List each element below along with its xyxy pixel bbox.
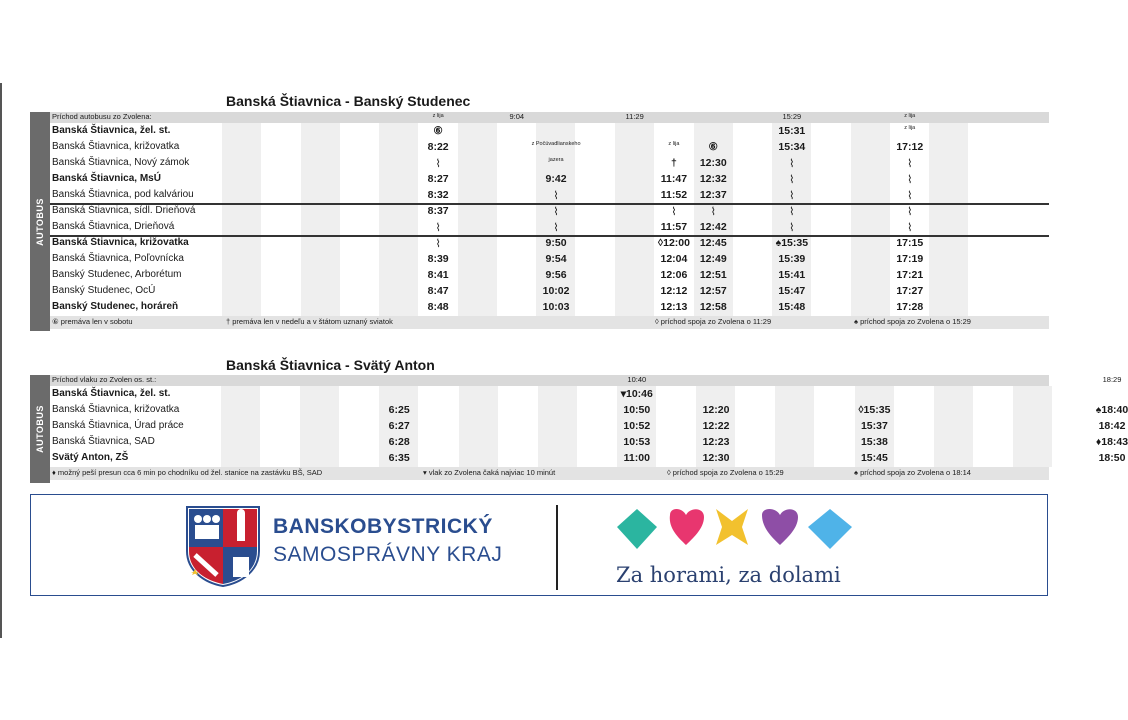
arrival-time: 9:04: [509, 112, 525, 121]
departure-time: 17:19: [896, 253, 924, 265]
stop-name: Banská Štiavnica, križovatka: [52, 141, 180, 152]
arrival-time: 11:29: [625, 112, 644, 121]
departure-time: 12:32: [699, 173, 727, 185]
departure-time: 8:39: [427, 253, 449, 265]
departure-time: 12:23: [702, 436, 730, 448]
departure-time: 11:57: [660, 221, 688, 233]
arrival-time: 18:29: [1102, 375, 1122, 384]
no-stop-symbol: ⌇: [435, 158, 441, 170]
no-stop-symbol: ⌇: [553, 206, 559, 218]
region-crest-logo: [183, 505, 263, 592]
departure-time: ⑥: [433, 125, 443, 137]
no-stop-symbol: ⌇: [907, 158, 913, 170]
table-row: [50, 124, 1049, 140]
departure-time: 8:47: [427, 285, 449, 297]
footnote-row: [50, 316, 1049, 329]
no-stop-symbol: ⌇: [789, 174, 795, 186]
departure-time: 10:50: [623, 404, 651, 416]
departure-time: ▾10:46: [620, 388, 653, 400]
table-row: [50, 204, 1049, 220]
table-row: [50, 156, 1049, 172]
stop-name: Banská Štiavnica, Nový zámok: [52, 157, 190, 168]
stop-name: Banská Štiavnica, MsÚ: [52, 173, 161, 184]
table-row: [50, 451, 1126, 467]
departure-time: 8:41: [427, 269, 449, 281]
arrival-header-row: [50, 112, 1049, 123]
footnote: ⑥ premáva len v sobotu: [52, 317, 133, 326]
departure-time: 12:06: [660, 269, 688, 281]
departure-time: 9:56: [545, 269, 567, 281]
departure-time: 9:54: [545, 253, 567, 265]
timetable-2: [50, 375, 1128, 480]
table-row: [50, 284, 1049, 300]
mode-label-text: AUTOBUS: [35, 405, 45, 453]
no-stop-symbol: ⌇: [553, 190, 559, 202]
table-row: [50, 387, 1049, 403]
arrival-time: z lija: [432, 113, 444, 119]
footnote: ♦ možný peší presun cca 6 min po chodníku od žel. stanice na zastávku BŠ, SAD: [52, 468, 323, 477]
departure-time: 17:12: [896, 141, 924, 153]
departure-time: 17:28: [896, 301, 924, 313]
stop-name: Banská Štiavnica, žel. st.: [52, 388, 171, 399]
departure-time: 12:57: [699, 285, 727, 297]
departure-time: 8:32: [427, 189, 449, 201]
table-row: [50, 268, 1049, 284]
departure-time: 12:49: [699, 253, 727, 265]
stop-name: Banská Štiavnica, Úrad práce: [52, 420, 184, 431]
no-stop-symbol: ⌇: [710, 206, 716, 218]
departure-time: 8:27: [427, 173, 449, 185]
departure-time: 9:50: [545, 237, 567, 249]
table-row: [50, 252, 1049, 268]
departure-time: 8:22: [427, 141, 449, 153]
departure-time: 10:52: [623, 420, 651, 432]
departure-time: 12:13: [660, 301, 688, 313]
footnote: ♠ príchod spoja zo Zvolena o 18:14: [854, 468, 971, 477]
stop-name: Banský Studenec, horáreň: [52, 301, 179, 312]
table-row: [50, 172, 1049, 188]
departure-time: 11:52: [660, 189, 688, 201]
no-stop-symbol: ⌇: [789, 222, 795, 234]
arrival-header-row: [50, 375, 1122, 386]
no-stop-symbol: ⌇: [789, 206, 795, 218]
departure-time: 6:25: [388, 404, 410, 416]
departure-time: 15:38: [860, 436, 888, 448]
departure-time: 15:31: [778, 125, 806, 137]
departure-time: 12:04: [660, 253, 688, 265]
section-separator: [50, 235, 1049, 237]
table-row: [50, 140, 1049, 156]
tourism-hearts-logo: [612, 505, 862, 560]
departure-time: 18:50: [1098, 452, 1126, 464]
departure-time: 15:39: [778, 253, 806, 265]
arrival-time: 15:29: [782, 112, 802, 121]
departure-time: 11:00: [623, 452, 650, 464]
stop-name: Banská Štiavnica, Drieňová: [52, 221, 175, 232]
section-separator: [50, 203, 1049, 205]
no-stop-symbol: ⌇: [435, 238, 441, 250]
no-stop-symbol: ⌇: [907, 174, 913, 186]
table-row: [50, 236, 1049, 252]
departure-time: ◊12:00: [657, 237, 690, 249]
cell-note: jazera: [548, 157, 564, 163]
departure-time: 12:37: [699, 189, 727, 201]
departure-time: 15:34: [778, 141, 806, 153]
departure-time: 8:48: [427, 301, 449, 313]
stop-name: Banská Štiavnica, Poľovnícka: [52, 253, 184, 264]
cell-note: z Počúvadlianskeho: [531, 141, 581, 147]
table-row: [50, 220, 1049, 236]
departure-time: 18:42: [1098, 420, 1126, 432]
tourism-slogan: Za horami, za dolami: [616, 563, 841, 587]
timetable-1-title: Banská Štiavnica - Banský Studenec: [226, 93, 471, 109]
departure-time: ◊15:35: [858, 404, 891, 416]
timetable-1-mode-label: [30, 112, 50, 331]
departure-time: 11:47: [660, 173, 688, 185]
region-name-line1: BANSKOBYSTRICKÝ: [273, 515, 493, 538]
departure-time: 15:37: [860, 420, 888, 432]
departure-time: 12:42: [699, 221, 727, 233]
departure-time: ♦18:43: [1095, 436, 1128, 448]
departure-time: 15:48: [778, 301, 806, 313]
stop-name: Banská Štiavnica, križovatka: [52, 237, 189, 248]
region-name-line2: SAMOSPRÁVNY KRAJ: [273, 543, 503, 566]
departure-time: 12:30: [699, 157, 727, 169]
no-stop-symbol: ⌇: [435, 222, 441, 234]
mode-label-text: AUTOBUS: [35, 197, 45, 246]
stop-name: Banská Štiavnica, žel. st.: [52, 125, 171, 136]
stop-name: Banská Štiavnica, SAD: [52, 436, 155, 447]
departure-time: 12:22: [702, 420, 730, 432]
arrival-header-label: Príchod autobusu zo Zvolena:: [52, 112, 152, 121]
logo-divider: [556, 505, 558, 590]
departure-time: 15:45: [860, 452, 888, 464]
cell-note: z lija: [668, 141, 680, 147]
no-stop-symbol: ⌇: [907, 190, 913, 202]
footnote: ♠ príchod spoja zo Zvolena o 15:29: [854, 317, 971, 326]
departure-time: 12:12: [660, 285, 688, 297]
footnote: † premáva len v nedeľu a v štátom uznaný sviatok: [226, 317, 393, 326]
table-row: [50, 300, 1049, 316]
arrival-header-label: Príchod vlaku zo Zvolen os. st.:: [52, 375, 157, 384]
departure-time: 12:30: [702, 452, 730, 464]
arrival-time: 10:40: [627, 375, 647, 384]
departure-time: 17:27: [896, 285, 924, 297]
departure-time: 17:15: [896, 237, 924, 249]
departure-time: 12:20: [702, 404, 730, 416]
departure-time: 6:28: [388, 436, 410, 448]
stop-name: Banský Studenec, Arborétum: [52, 269, 182, 280]
timetable-2-title: Banská Štiavnica - Svätý Anton: [226, 357, 435, 373]
stop-name: Banská Štiavnica, sídl. Drieňová: [52, 205, 196, 216]
footnote: ◊ príchod spoja zo Zvolena o 11:29: [655, 317, 772, 326]
departure-time: ♠15:35: [775, 237, 809, 249]
no-stop-symbol: ⌇: [907, 222, 913, 234]
stop-name: Banská Štiavnica, križovatka: [52, 404, 180, 415]
departure-time: 15:47: [778, 285, 806, 297]
no-stop-symbol: ⌇: [671, 206, 677, 218]
no-stop-symbol: ⌇: [789, 158, 795, 170]
departure-time: †: [671, 157, 677, 169]
stop-name: Banský Studenec, OcÚ: [52, 285, 156, 296]
footnote: ▾ vlak zo Zvolena čaká najviac 10 minút: [423, 468, 556, 477]
departure-time: 9:42: [545, 173, 567, 185]
departure-time: 12:51: [699, 269, 727, 281]
no-stop-symbol: ⌇: [553, 222, 559, 234]
departure-time: ♠18:40: [1095, 404, 1128, 416]
no-stop-symbol: ⌇: [789, 190, 795, 202]
stop-name: Svätý Anton, ZŠ: [52, 452, 129, 463]
table-row: [50, 188, 1049, 204]
table-row: [50, 435, 1128, 451]
departure-time: 10:53: [623, 436, 651, 448]
table-row: [50, 419, 1126, 435]
departure-time: ⑥: [708, 141, 718, 153]
departure-time: 8:37: [427, 205, 449, 217]
departure-time: 6:35: [388, 452, 410, 464]
no-stop-symbol: ⌇: [907, 206, 913, 218]
page-edge-line: [0, 83, 2, 638]
departure-time: 17:21: [896, 269, 924, 281]
footnote-row: [50, 467, 1049, 480]
departure-time: 10:02: [542, 285, 570, 297]
departure-time: 12:45: [699, 237, 727, 249]
timetable-2-mode-label: [30, 375, 50, 483]
arrival-time: z lija: [904, 113, 916, 119]
departure-time: 10:03: [542, 301, 570, 313]
timetable-1: [50, 112, 1049, 329]
departure-time: 6:27: [388, 420, 410, 432]
table-row: [50, 403, 1128, 419]
cell-note: z lija: [904, 125, 916, 131]
footnote: ◊ príchod spoja zo Zvolena o 15:29: [667, 468, 784, 477]
stop-name: Banská Štiavnica, pod kalváriou: [52, 189, 194, 200]
departure-time: 15:41: [778, 269, 806, 281]
departure-time: 12:58: [699, 301, 727, 313]
